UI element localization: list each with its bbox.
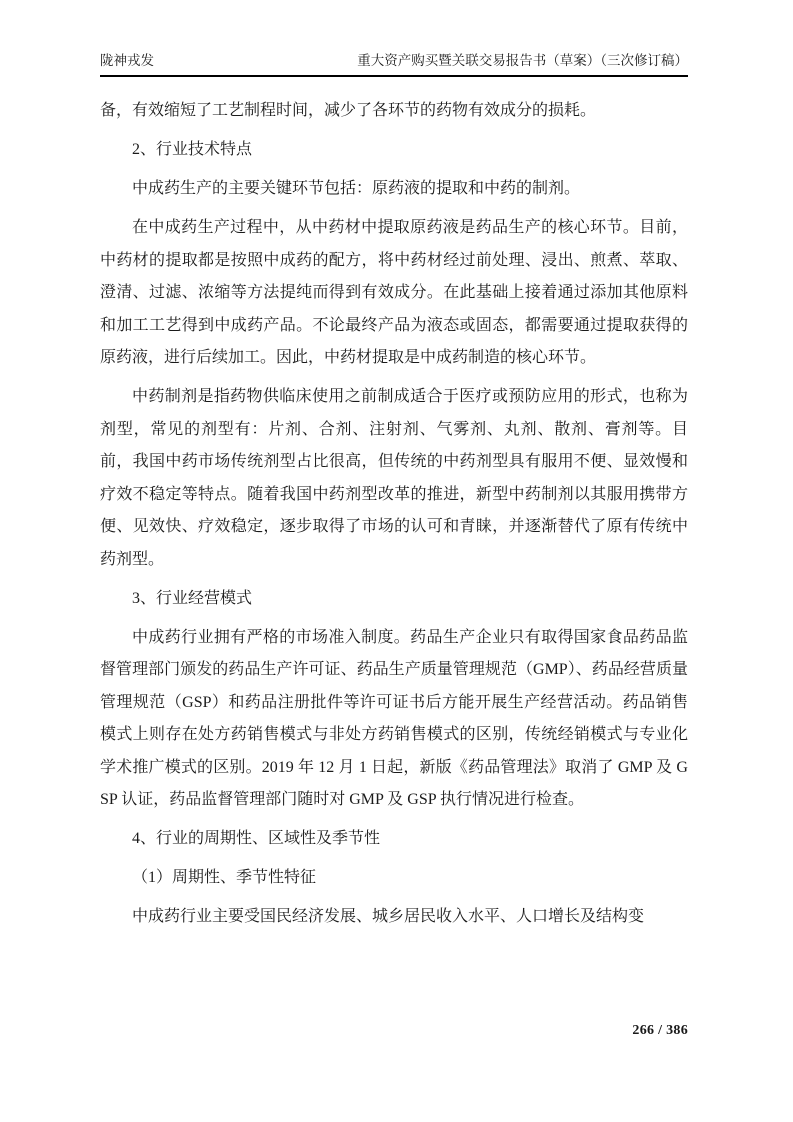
body-paragraph: 中成药生产的主要关键环节包括：原药液的提取和中药的制剂。 xyxy=(132,180,581,197)
body-paragraph: 在中成药生产过程中，从中药材中提取原药液是药品生产的核心环节。目前，中药材的提取都是按照中成药的配方，将中药材经过前处理、浸出、煎煮、萃取、澄清、过滤、浓缩等方法提纯而得到有效成分。在此基础上接着通过添加其他原料和加工工艺得到中成药产品。不论最终产品为液态或固态，都需要通过提取获得的原药液，进行后续加工。因此，中药材提取是中成药制造的核心环节。 xyxy=(100,219,688,366)
section-heading: 2、行业技术特点 xyxy=(132,141,253,158)
header-company-name: 陇神戎发 xyxy=(100,53,154,68)
body-paragraph: 中成药行业主要受国民经济发展、城乡居民收入水平、人口增长及结构变 xyxy=(132,908,645,925)
page-footer xyxy=(632,1023,688,1039)
page-number: 266 / 386 xyxy=(632,1023,688,1038)
section-heading: （1）周期性、季节性特征 xyxy=(132,869,317,886)
page-header xyxy=(100,52,688,77)
section-heading: 3、行业经营模式 xyxy=(132,589,253,607)
section-heading: 4、行业的周期性、区域性及季节性 xyxy=(132,830,381,847)
body-paragraph: 中成药行业拥有严格的市场准入制度。药品生产企业只有取得国家食品药品监督管理部门颁发的药品生产许可证、药品生产质量管理规范（GMP）、药品经营质量管理规范（GSP）和药品注册批件等许可证书后方能开展生产经营活动。药品销售模式上则存在处方药销售模式与非处方药销售模式的区别，传统经销模式与专业化学术推广模式的区别。2019 年 12 月 1 日起，新版《药品管理法》取消了 GMP 及 GSP 认证，药品监督管理部门随时对 GMP 及 GSP 执行情况进行检查。 xyxy=(100,628,688,808)
body-paragraph: 备，有效缩短了工艺制程时间，减少了各环节的药物有效成分的损耗。 xyxy=(100,102,597,119)
body-paragraph: 中药制剂是指药物供临床使用之前制成适合于医疗或预防应用的形式，也称为剂型，常见的剂型有：片剂、合剂、注射剂、气雾剂、丸剂、散剂、膏剂等。目前，我国中药市场传统剂型占比很高，但传统的中药剂型具有服用不便、显效慢和疗效不稳定等特点。随着我国中药剂型改革的推进，新型中药制剂以其服用携带方便、见效快、疗效稳定，逐步取得了市场的认可和青睐，并逐渐替代了原有传统中药剂型。 xyxy=(100,388,688,568)
document-body xyxy=(100,95,688,940)
header-report-title: 重大资产购买暨关联交易报告书（草案）（三次修订稿） xyxy=(357,53,688,68)
